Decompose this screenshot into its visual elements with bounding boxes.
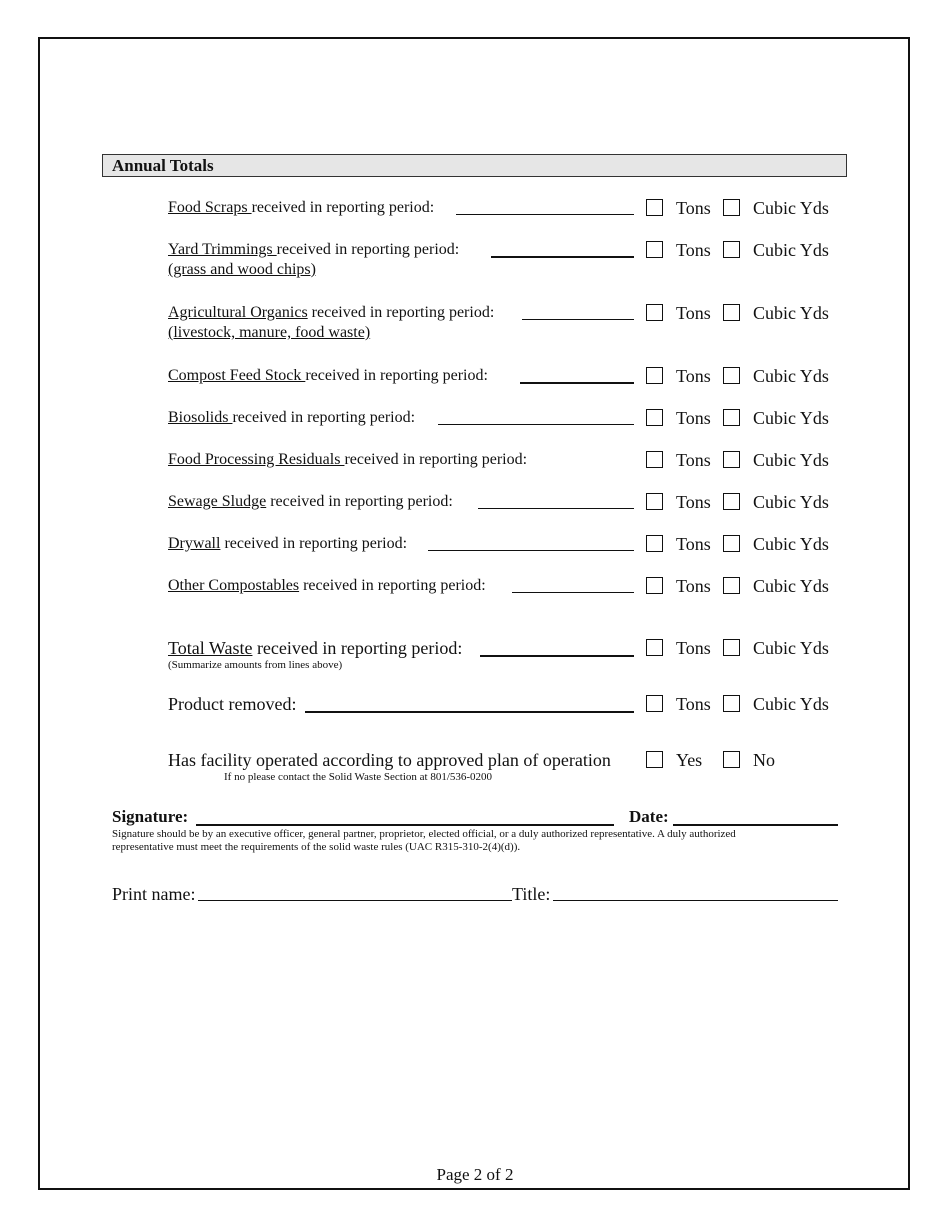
signature-field[interactable] — [196, 824, 614, 826]
cubic-yds-checkbox[interactable] — [723, 577, 740, 594]
signature-note-line1: Signature should be by an executive officer, general partner, proprietor, elected official, or a duly authorized representative. A duly authorized — [112, 828, 736, 840]
cubic-yds-label: Cubic Yds — [753, 576, 829, 596]
row-food-scraps — [168, 198, 848, 218]
cubic-yds-label: Cubic Yds — [753, 408, 829, 428]
unit-options — [646, 240, 866, 262]
row-suffix: received in reporting period: — [266, 493, 453, 510]
cubic-yds-label: Cubic Yds — [753, 450, 829, 470]
cubic-yds-label: Cubic Yds — [753, 366, 829, 386]
row-label: Food Processing Residuals — [168, 451, 345, 468]
tons-label: Tons — [676, 694, 711, 714]
total-amount-field[interactable] — [480, 655, 634, 657]
cubic-yds-label: Cubic Yds — [753, 303, 829, 323]
unit-options — [646, 534, 866, 556]
amount-field[interactable] — [520, 382, 634, 384]
tons-checkbox[interactable] — [646, 199, 663, 216]
yes-checkbox[interactable] — [646, 751, 663, 768]
row-food-processing-residuals — [168, 450, 848, 470]
row-sublabel: (grass and wood chips) — [168, 261, 316, 278]
amount-field[interactable] — [456, 214, 634, 215]
row-label: Other Compostables — [168, 577, 300, 594]
tons-label: Tons — [676, 240, 711, 260]
unit-options — [646, 492, 866, 514]
row-total-waste — [168, 638, 848, 671]
tons-checkbox[interactable] — [646, 695, 663, 712]
row-label: Compost Feed Stock — [168, 367, 306, 384]
cubic-yds-checkbox[interactable] — [723, 695, 740, 712]
tons-label: Tons — [676, 198, 711, 218]
print-name-label: Print name: — [112, 884, 196, 904]
cubic-yds-label: Cubic Yds — [753, 198, 829, 218]
row-suffix: received in reporting period: — [305, 367, 488, 384]
no-label: No — [753, 750, 775, 770]
cubic-yds-checkbox[interactable] — [723, 199, 740, 216]
row-suffix: received in reporting period: — [220, 535, 408, 552]
page-number: Page 2 of 2 — [436, 1165, 514, 1184]
cubic-yds-label: Cubic Yds — [753, 492, 829, 512]
title-label: Title: — [512, 884, 551, 904]
amount-field[interactable] — [512, 592, 634, 593]
amount-field[interactable] — [522, 319, 634, 320]
row-product-removed — [168, 694, 848, 714]
no-checkbox[interactable] — [723, 751, 740, 768]
row-biosolids — [168, 408, 848, 428]
cubic-yds-checkbox[interactable] — [723, 367, 740, 384]
signature-label: Signature: — [112, 807, 189, 826]
tons-checkbox[interactable] — [646, 409, 663, 426]
tons-label: Tons — [676, 408, 711, 428]
cubic-yds-label: Cubic Yds — [753, 638, 829, 658]
row-label: Yard Trimmings — [168, 241, 277, 258]
yes-label: Yes — [676, 750, 703, 770]
row-facility-question — [168, 750, 848, 783]
cubic-yds-checkbox[interactable] — [723, 241, 740, 258]
cubic-yds-checkbox[interactable] — [723, 451, 740, 468]
row-label: Agricultural Organics — [168, 304, 308, 321]
cubic-yds-checkbox[interactable] — [723, 535, 740, 552]
tons-checkbox[interactable] — [646, 451, 663, 468]
row-suffix: received in reporting period: — [299, 577, 486, 594]
total-suffix: received in reporting period: — [252, 638, 463, 658]
date-label: Date: — [629, 807, 669, 826]
tons-checkbox[interactable] — [646, 304, 663, 321]
product-label: Product removed: — [168, 694, 297, 714]
row-yard-trimmings — [168, 240, 848, 280]
amount-field[interactable] — [438, 424, 634, 425]
facility-note: If no please contact the Solid Waste Section at 801/536-0200 — [224, 771, 493, 783]
row-sewage-sludge — [168, 492, 848, 512]
tons-label: Tons — [676, 492, 711, 512]
print-name-field[interactable] — [198, 900, 512, 901]
row-suffix: received in reporting period: — [251, 199, 435, 216]
amount-field[interactable] — [491, 256, 634, 258]
signature-note-line2: representative must meet the requirements of the solid waste rules (UAC R315-310-2(4)(d)). — [112, 841, 521, 853]
unit-options — [646, 694, 866, 716]
facility-question: Has facility operated according to approved plan of operation — [168, 750, 611, 770]
row-label: Food Scraps — [168, 199, 252, 216]
title-field[interactable] — [553, 900, 838, 901]
amount-field[interactable] — [428, 550, 634, 551]
cubic-yds-checkbox[interactable] — [723, 639, 740, 656]
product-amount-field[interactable] — [305, 711, 634, 713]
amount-field[interactable] — [478, 508, 634, 509]
tons-label: Tons — [676, 534, 711, 554]
unit-options — [646, 450, 866, 472]
yes-no-options — [646, 750, 866, 772]
cubic-yds-checkbox[interactable] — [723, 409, 740, 426]
tons-checkbox[interactable] — [646, 493, 663, 510]
tons-label: Tons — [676, 303, 711, 323]
row-compost-feed-stock — [168, 366, 848, 386]
cubic-yds-checkbox[interactable] — [723, 304, 740, 321]
row-suffix: received in reporting period: — [344, 451, 528, 468]
tons-checkbox[interactable] — [646, 241, 663, 258]
unit-options — [646, 366, 866, 388]
row-suffix: received in reporting period: — [307, 304, 495, 321]
row-suffix: received in reporting period: — [232, 409, 416, 426]
unit-options — [646, 408, 866, 430]
total-note: (Summarize amounts from lines above) — [168, 659, 343, 671]
tons-label: Tons — [676, 366, 711, 386]
row-suffix: received in reporting period: — [276, 241, 460, 258]
tons-checkbox[interactable] — [646, 577, 663, 594]
tons-checkbox[interactable] — [646, 535, 663, 552]
cubic-yds-label: Cubic Yds — [753, 534, 829, 554]
unit-options — [646, 638, 866, 660]
row-label: Sewage Sludge — [168, 493, 267, 510]
row-label: Drywall — [168, 535, 221, 552]
cubic-yds-label: Cubic Yds — [753, 240, 829, 260]
row-other-compostables — [168, 576, 848, 596]
cubic-yds-checkbox[interactable] — [723, 493, 740, 510]
unit-options — [646, 576, 866, 598]
row-label: Biosolids — [168, 409, 233, 426]
unit-options — [646, 198, 866, 220]
tons-checkbox[interactable] — [646, 367, 663, 384]
tons-label: Tons — [676, 450, 711, 470]
row-drywall — [168, 534, 848, 554]
tons-label: Tons — [676, 638, 711, 658]
row-sublabel: (livestock, manure, food waste) — [168, 324, 371, 341]
total-label: Total Waste — [168, 638, 253, 658]
tons-checkbox[interactable] — [646, 639, 663, 656]
row-agricultural-organics — [168, 303, 848, 343]
unit-options — [646, 303, 866, 325]
section-header-annual-totals: Annual Totals — [102, 154, 847, 177]
tons-label: Tons — [676, 576, 711, 596]
date-field[interactable] — [673, 824, 838, 826]
cubic-yds-label: Cubic Yds — [753, 694, 829, 714]
